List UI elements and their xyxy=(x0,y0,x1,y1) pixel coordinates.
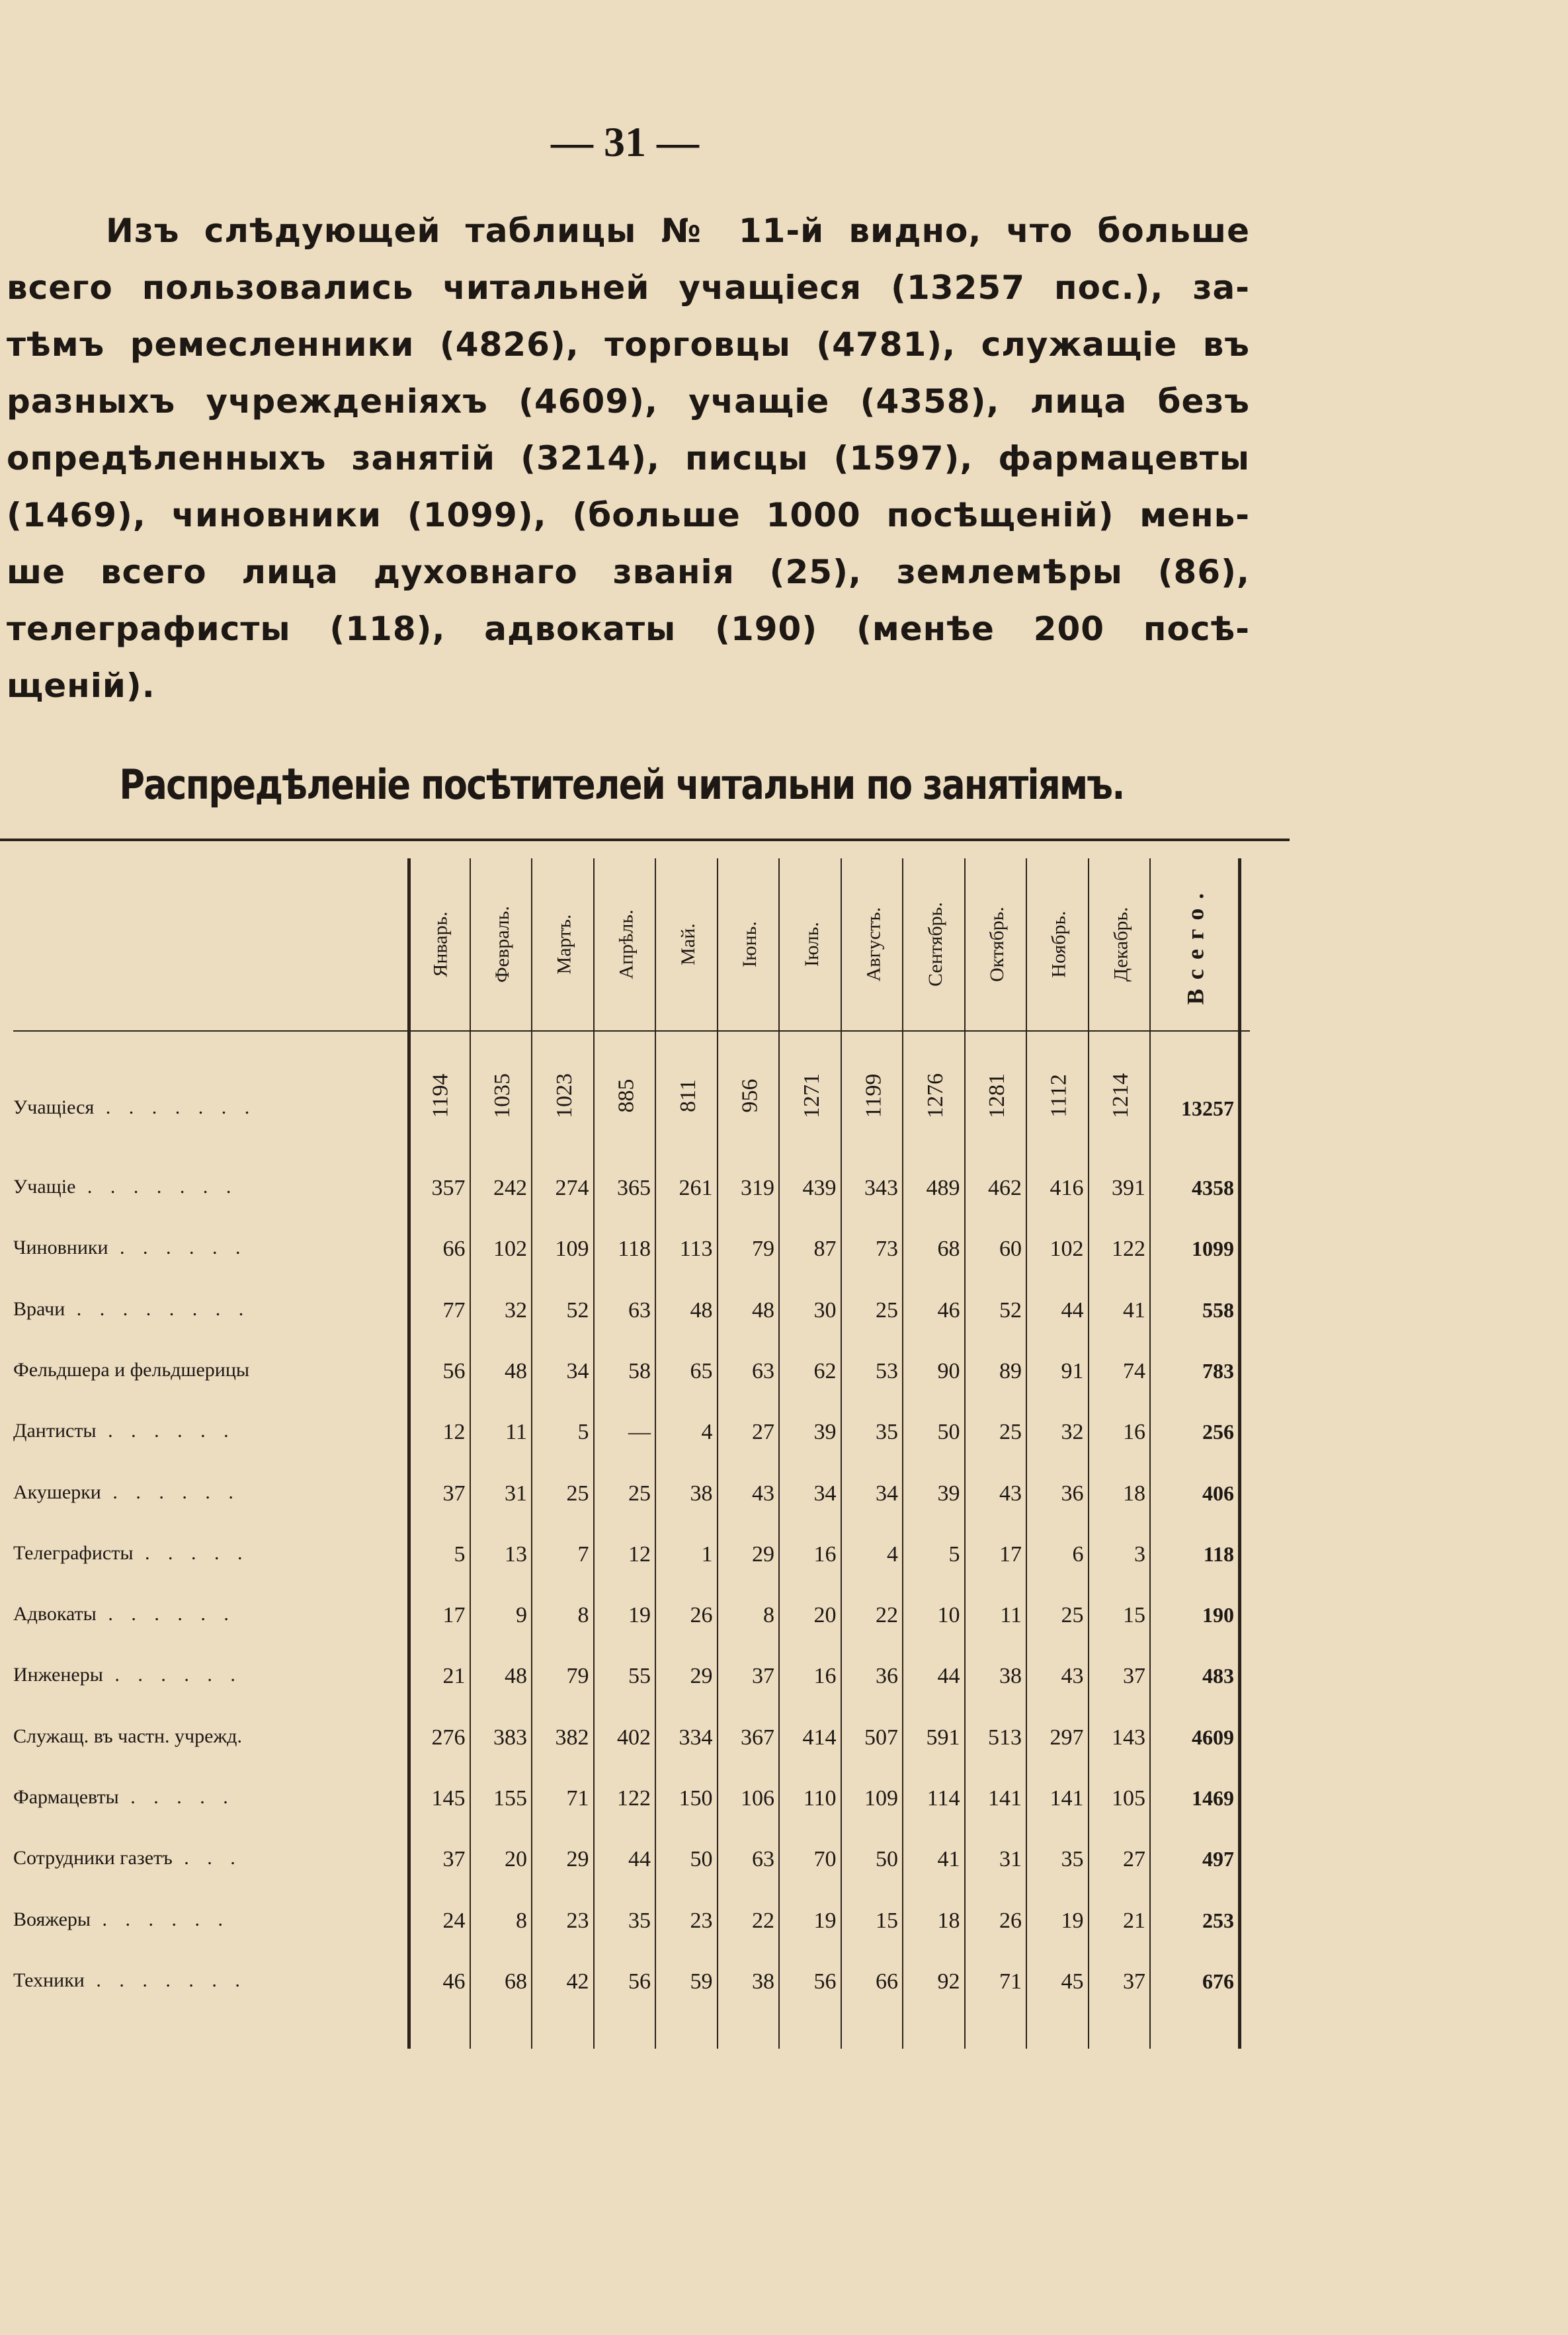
column-rule xyxy=(531,858,532,2049)
row-label xyxy=(13,1542,397,1565)
column-rule xyxy=(1088,858,1089,2049)
table-cell: — xyxy=(628,1420,651,1445)
table-header-rule xyxy=(13,1030,1250,1032)
table-cell: 68 xyxy=(505,1969,527,1994)
column-rule xyxy=(778,858,780,2049)
table-cell: 367 xyxy=(741,1725,774,1750)
paragraph-line: тѣмъ ремесленники (4826), торговцы (4781), служащіе въ xyxy=(7,325,1250,364)
column-rule xyxy=(1238,858,1241,2049)
row-leader-dots: . . . . . . xyxy=(91,1908,230,1930)
table-cell: 462 xyxy=(988,1176,1022,1200)
table-cell: 105 xyxy=(1112,1786,1145,1811)
row-label-text: Вояжеры xyxy=(13,1908,91,1930)
table-cell: 242 xyxy=(493,1176,527,1200)
row-label xyxy=(13,1359,397,1381)
row-label-text: Фельдшера и фельдшерицы xyxy=(13,1358,250,1381)
month-header-label: Ноябрь. xyxy=(1048,911,1070,978)
table-cell: 143 xyxy=(1112,1725,1145,1750)
table-cell: 52 xyxy=(999,1297,1022,1323)
table-cell: 106 xyxy=(741,1786,774,1811)
table-cell: 66 xyxy=(876,1969,898,1994)
table-cell: 63 xyxy=(752,1847,774,1872)
table-cell: 59 xyxy=(690,1969,713,1994)
table-cell: 87 xyxy=(813,1237,837,1262)
row-label-text: Адвокаты xyxy=(13,1603,97,1625)
table-cell: 17 xyxy=(999,1541,1022,1567)
column-rule xyxy=(964,858,966,2049)
month-header-label: Февраль. xyxy=(491,906,514,983)
table-cell: 41 xyxy=(1123,1297,1145,1323)
table-cell: 12 xyxy=(628,1541,651,1567)
table-cell: 27 xyxy=(1123,1847,1145,1872)
table-cell: 74 xyxy=(1123,1358,1145,1383)
row-label xyxy=(13,1908,397,1931)
table-cell: 297 xyxy=(1050,1725,1084,1750)
table-cell: 956 xyxy=(737,1079,763,1113)
month-header-label: Октябрь. xyxy=(986,907,1009,982)
table-cell: 58 xyxy=(628,1358,651,1383)
row-leader-dots: . . . . . xyxy=(118,1786,235,1808)
table-cell: 73 xyxy=(876,1237,898,1262)
table-cell: 29 xyxy=(690,1664,713,1689)
row-label xyxy=(13,1298,397,1321)
row-total: 1099 xyxy=(1192,1237,1234,1261)
table-cell: 274 xyxy=(555,1176,589,1200)
row-label xyxy=(13,1664,397,1686)
table-cell: 34 xyxy=(566,1358,589,1383)
table-cell: 48 xyxy=(752,1297,774,1323)
table-cell: 8 xyxy=(763,1603,774,1628)
row-label-text: Служащ. въ частн. учрежд. xyxy=(13,1725,242,1747)
table-cell: 102 xyxy=(493,1237,527,1262)
table-cell: 22 xyxy=(752,1908,774,1933)
row-label xyxy=(13,1969,397,1992)
table-cell: 10 xyxy=(937,1603,960,1628)
table-cell: 56 xyxy=(442,1358,466,1383)
table-cell: 141 xyxy=(1050,1786,1084,1811)
table-cell: 5 xyxy=(454,1541,466,1567)
table-cell: 18 xyxy=(1123,1481,1145,1506)
table-cell: 13 xyxy=(505,1541,527,1567)
table-cell: 62 xyxy=(813,1358,837,1383)
month-header-label: Май. xyxy=(677,923,699,965)
table-cell: 1194 xyxy=(428,1073,453,1118)
table-cell: 43 xyxy=(1061,1664,1084,1689)
table-cell: 402 xyxy=(617,1725,651,1750)
row-label xyxy=(13,1176,397,1198)
row-leader-dots: . . . . . . xyxy=(103,1664,242,1686)
table-cell: 102 xyxy=(1050,1237,1084,1262)
table-cell: 89 xyxy=(999,1358,1022,1383)
month-header xyxy=(472,865,534,1024)
table-cell: 365 xyxy=(617,1176,651,1200)
table-cell: 68 xyxy=(937,1237,960,1262)
paragraph-line: опредѣленныхъ занятій (3214), писцы (1597), фармацевты xyxy=(7,439,1250,477)
table-cell: 55 xyxy=(628,1664,651,1689)
table-cell: 26 xyxy=(690,1603,713,1628)
table-cell: 122 xyxy=(1112,1237,1145,1262)
row-label-text: Чиновники xyxy=(13,1237,108,1259)
table-cell: 34 xyxy=(876,1481,898,1506)
table-cell: 70 xyxy=(813,1847,837,1872)
row-total: 253 xyxy=(1202,1908,1234,1932)
table-cell: 56 xyxy=(628,1969,651,1994)
table-cell: 507 xyxy=(864,1725,898,1750)
table-cell: 37 xyxy=(1123,1664,1145,1689)
row-label-text: Сотрудники газетъ xyxy=(13,1847,173,1869)
table-cell: 36 xyxy=(876,1664,898,1689)
table-cell: 6 xyxy=(1072,1541,1084,1567)
row-leader-dots: . . . . . . . xyxy=(84,1969,247,1991)
table-cell: 48 xyxy=(505,1664,527,1689)
column-rule xyxy=(841,858,842,2049)
table-cell: 24 xyxy=(442,1908,466,1933)
table-cell: 39 xyxy=(937,1481,960,1506)
table-cell: 52 xyxy=(566,1297,589,1323)
table-cell: 56 xyxy=(813,1969,837,1994)
table-cell: 31 xyxy=(505,1481,527,1506)
row-total: 13257 xyxy=(1181,1096,1234,1120)
table-cell: 53 xyxy=(876,1358,898,1383)
table-cell: 334 xyxy=(679,1725,713,1750)
row-label-text: Учащіеся xyxy=(13,1096,95,1118)
row-leader-dots: . . . . . . . . xyxy=(65,1297,251,1320)
table-cell: 48 xyxy=(690,1297,713,1323)
table-cell: 66 xyxy=(442,1237,466,1262)
paragraph-line: (1469), чиновники (1099), (больше 1000 посѣщеній) мень- xyxy=(7,496,1250,534)
table-cell: 44 xyxy=(628,1847,651,1872)
table-cell: 118 xyxy=(618,1237,651,1262)
table-cell: 4 xyxy=(887,1541,898,1567)
row-leader-dots: . . . . . . xyxy=(96,1420,235,1442)
month-header-label: Іюнь. xyxy=(739,921,761,967)
table-cell: 1281 xyxy=(985,1073,1010,1118)
month-header xyxy=(596,865,658,1024)
table-cell: 37 xyxy=(442,1847,466,1872)
table-cell: 357 xyxy=(431,1176,466,1200)
table-cell: 19 xyxy=(813,1908,837,1933)
row-label xyxy=(13,1786,397,1809)
table-cell: 32 xyxy=(1061,1420,1084,1445)
table-cell: 343 xyxy=(864,1176,898,1200)
table-cell: 109 xyxy=(555,1237,589,1262)
row-label xyxy=(13,1420,397,1442)
table-cell: 44 xyxy=(1061,1297,1084,1323)
table-cell: 79 xyxy=(566,1664,589,1689)
table-cell: 391 xyxy=(1112,1176,1145,1200)
table-cell: 37 xyxy=(1123,1969,1145,1994)
table-cell: 9 xyxy=(516,1603,527,1628)
column-rule xyxy=(902,858,903,2049)
table-cell: 1035 xyxy=(490,1073,515,1118)
total-header xyxy=(1152,865,1238,1024)
month-header-label: Апрѣль. xyxy=(615,909,638,979)
table-cell: 92 xyxy=(937,1969,960,1994)
table-cell: 414 xyxy=(802,1725,837,1750)
row-leader-dots: . . . . . . xyxy=(108,1237,247,1259)
table-cell: 50 xyxy=(876,1847,898,1872)
row-total: 558 xyxy=(1202,1297,1234,1322)
month-header xyxy=(657,865,720,1024)
table-cell: 261 xyxy=(679,1176,713,1200)
month-header xyxy=(843,865,905,1024)
month-header xyxy=(1091,865,1153,1024)
table-cell: 16 xyxy=(1123,1420,1145,1445)
body-paragraph xyxy=(7,202,1250,714)
table-cell: 1271 xyxy=(799,1073,824,1118)
table-cell: 591 xyxy=(926,1725,960,1750)
table-cell: 63 xyxy=(752,1358,774,1383)
table-cell: 63 xyxy=(628,1297,651,1323)
table-cell: 416 xyxy=(1050,1176,1084,1200)
table-cell: 23 xyxy=(690,1908,713,1933)
table-cell: 21 xyxy=(442,1664,466,1689)
row-total: 1469 xyxy=(1192,1786,1234,1810)
row-label xyxy=(13,1096,397,1119)
table-cell: 8 xyxy=(577,1603,589,1628)
table-cell: 382 xyxy=(555,1725,589,1750)
table-cell: 65 xyxy=(690,1358,713,1383)
table-cell: 8 xyxy=(516,1908,527,1933)
table-cell: 155 xyxy=(493,1786,527,1811)
table-cell: 489 xyxy=(926,1176,960,1200)
table-cell: 141 xyxy=(988,1786,1022,1811)
table-cell: 71 xyxy=(999,1969,1022,1994)
table-cell: 1112 xyxy=(1046,1074,1071,1118)
table-cell: 16 xyxy=(813,1664,837,1689)
table-cell: 113 xyxy=(679,1237,713,1262)
table-cell: 35 xyxy=(876,1420,898,1445)
row-label-text: Телеграфисты xyxy=(13,1541,134,1564)
month-header xyxy=(1028,865,1091,1024)
table-cell: 885 xyxy=(614,1079,639,1113)
table-cell: 3 xyxy=(1134,1541,1145,1567)
month-header-label: Сентябрь. xyxy=(924,902,946,987)
table-cell: 20 xyxy=(505,1847,527,1872)
table-cell: 48 xyxy=(505,1358,527,1383)
table-cell: 1 xyxy=(701,1541,713,1567)
column-rule xyxy=(470,858,471,2049)
table-cell: 20 xyxy=(813,1603,837,1628)
table-cell: 15 xyxy=(876,1908,898,1933)
row-leader-dots: . . . xyxy=(172,1847,242,1869)
table-cell: 34 xyxy=(813,1481,837,1506)
table-cell: 1199 xyxy=(861,1073,886,1118)
row-label xyxy=(13,1481,397,1504)
table-cell: 19 xyxy=(1061,1908,1084,1933)
table-cell: 110 xyxy=(803,1786,837,1811)
paragraph-line: телеграфисты (118), адвокаты (190) (менѣе 200 посѣ- xyxy=(7,610,1250,648)
table-cell: 25 xyxy=(628,1481,651,1506)
table-cell: 45 xyxy=(1061,1969,1084,1994)
table-cell: 17 xyxy=(442,1603,466,1628)
row-leader-dots: . . . . . . . xyxy=(94,1096,257,1118)
row-total: 676 xyxy=(1202,1969,1234,1993)
table-cell: 60 xyxy=(999,1237,1022,1262)
month-header xyxy=(534,865,596,1024)
row-label xyxy=(13,1725,397,1748)
table-cell: 276 xyxy=(431,1725,466,1750)
table-cell: 5 xyxy=(577,1420,589,1445)
table-cell: 37 xyxy=(442,1481,466,1506)
table-cell: 29 xyxy=(566,1847,589,1872)
table-cell: 35 xyxy=(1061,1847,1084,1872)
table-cell: 25 xyxy=(1061,1603,1084,1628)
month-header-label: Іюль. xyxy=(800,922,823,967)
table-cell: 46 xyxy=(442,1969,466,1994)
row-label-text: Врачи xyxy=(13,1297,65,1320)
total-header-label: Всего. xyxy=(1182,883,1209,1005)
table-cell: 79 xyxy=(752,1237,774,1262)
table-cell: 29 xyxy=(752,1541,774,1567)
row-label-text: Инженеры xyxy=(13,1664,103,1686)
row-total: 118 xyxy=(1203,1541,1234,1566)
table-cell: 383 xyxy=(493,1725,527,1750)
table-cell: 38 xyxy=(690,1481,713,1506)
table-cell: 77 xyxy=(442,1297,466,1323)
table-cell: 91 xyxy=(1061,1358,1084,1383)
table-cell: 21 xyxy=(1123,1908,1145,1933)
row-leader-dots: . . . . . . xyxy=(101,1481,240,1503)
table-cell: 44 xyxy=(937,1664,960,1689)
row-leader-dots: . . . . . xyxy=(133,1541,249,1564)
table-top-rule xyxy=(0,839,1290,841)
table-cell: 35 xyxy=(628,1908,651,1933)
occupation-table xyxy=(0,839,1290,2055)
table-cell: 11 xyxy=(1000,1603,1022,1628)
table-cell: 30 xyxy=(813,1297,837,1323)
table-cell: 25 xyxy=(999,1420,1022,1445)
row-label-text: Фармацевты xyxy=(13,1786,119,1808)
table-cell: 109 xyxy=(864,1786,898,1811)
table-cell: 31 xyxy=(999,1847,1022,1872)
table-cell: 319 xyxy=(741,1176,774,1200)
paragraph-line: всего пользовались читальней учащіеся (13257 пос.), за- xyxy=(7,268,1250,307)
table-cell: 513 xyxy=(988,1725,1022,1750)
table-cell: 1023 xyxy=(552,1073,577,1118)
row-total: 483 xyxy=(1202,1664,1234,1688)
row-total: 406 xyxy=(1202,1481,1234,1505)
month-header-label: Августъ. xyxy=(862,907,885,982)
table-cell: 18 xyxy=(937,1908,960,1933)
table-title: Распредѣленіе посѣтителей читальни по занятіямъ. xyxy=(119,760,1124,809)
table-cell: 7 xyxy=(577,1541,589,1567)
month-header xyxy=(967,865,1029,1024)
table-cell: 43 xyxy=(752,1481,774,1506)
table-cell: 145 xyxy=(431,1786,466,1811)
table-cell: 150 xyxy=(679,1786,713,1811)
table-cell: 90 xyxy=(937,1358,960,1383)
row-label-text: Дантисты xyxy=(13,1420,97,1442)
table-cell: 27 xyxy=(752,1420,774,1445)
table-cell: 38 xyxy=(999,1664,1022,1689)
row-label xyxy=(13,1603,397,1625)
table-cell: 37 xyxy=(752,1664,774,1689)
month-header-label: Мартъ. xyxy=(553,914,575,975)
table-cell: 1214 xyxy=(1108,1073,1134,1118)
row-total: 4609 xyxy=(1192,1725,1234,1749)
table-cell: 25 xyxy=(876,1297,898,1323)
row-label-text: Техники xyxy=(13,1969,85,1991)
table-cell: 439 xyxy=(802,1176,837,1200)
row-leader-dots: . . . . . . . xyxy=(75,1176,238,1198)
month-header-label: Декабрь. xyxy=(1110,907,1132,982)
table-cell: 50 xyxy=(937,1420,960,1445)
row-label xyxy=(13,1237,397,1259)
row-label-text: Учащіе xyxy=(13,1176,76,1198)
month-header xyxy=(905,865,967,1024)
table-cell: 43 xyxy=(999,1481,1022,1506)
table-cell: 5 xyxy=(948,1541,960,1567)
table-cell: 19 xyxy=(628,1603,651,1628)
paragraph-line: Изъ слѣдующей таблицы № 11-й видно, что больше xyxy=(106,212,1250,250)
paragraph-line: щеній). xyxy=(7,667,155,705)
column-rule xyxy=(1026,858,1027,2049)
column-rule xyxy=(717,858,718,2049)
paragraph-line: ше всего лица духовнаго званія (25), землемѣры (86), xyxy=(7,553,1250,591)
row-label xyxy=(13,1847,397,1869)
paragraph-line: разныхъ учрежденіяхъ (4609), учащіе (4358), лица безъ xyxy=(7,382,1250,421)
table-cell: 22 xyxy=(876,1603,898,1628)
table-cell: 23 xyxy=(566,1908,589,1933)
row-total: 783 xyxy=(1202,1358,1234,1383)
table-cell: 38 xyxy=(752,1969,774,1994)
table-cell: 1276 xyxy=(923,1073,948,1118)
row-label-text: Акушерки xyxy=(13,1481,101,1503)
table-cell: 25 xyxy=(566,1481,589,1506)
month-header xyxy=(720,865,782,1024)
table-cell: 39 xyxy=(813,1420,837,1445)
row-leader-dots: . . . . . . xyxy=(96,1603,235,1625)
table-cell: 16 xyxy=(813,1541,837,1567)
table-cell: 15 xyxy=(1123,1603,1145,1628)
table-cell: 4 xyxy=(701,1420,713,1445)
table-cell: 46 xyxy=(937,1297,960,1323)
column-rule xyxy=(1149,858,1151,2049)
table-cell: 12 xyxy=(442,1420,466,1445)
table-cell: 50 xyxy=(690,1847,713,1872)
month-header-label: Январь. xyxy=(429,911,452,977)
row-total: 4358 xyxy=(1192,1176,1234,1200)
table-cell: 122 xyxy=(617,1786,651,1811)
table-cell: 32 xyxy=(505,1297,527,1323)
page-number: — 31 — xyxy=(551,118,699,165)
table-cell: 71 xyxy=(566,1786,589,1811)
column-rule xyxy=(655,858,656,2049)
column-rule xyxy=(593,858,595,2049)
month-header xyxy=(781,865,843,1024)
row-total: 497 xyxy=(1202,1847,1234,1871)
table-cell: 11 xyxy=(505,1420,527,1445)
table-cell: 114 xyxy=(927,1786,960,1811)
row-total: 190 xyxy=(1202,1603,1234,1627)
table-cell: 36 xyxy=(1061,1481,1084,1506)
row-total: 256 xyxy=(1202,1420,1234,1444)
table-cell: 41 xyxy=(937,1847,960,1872)
month-header xyxy=(410,865,472,1024)
table-cell: 26 xyxy=(999,1908,1022,1933)
table-cell: 42 xyxy=(566,1969,589,1994)
table-cell: 811 xyxy=(675,1079,700,1112)
